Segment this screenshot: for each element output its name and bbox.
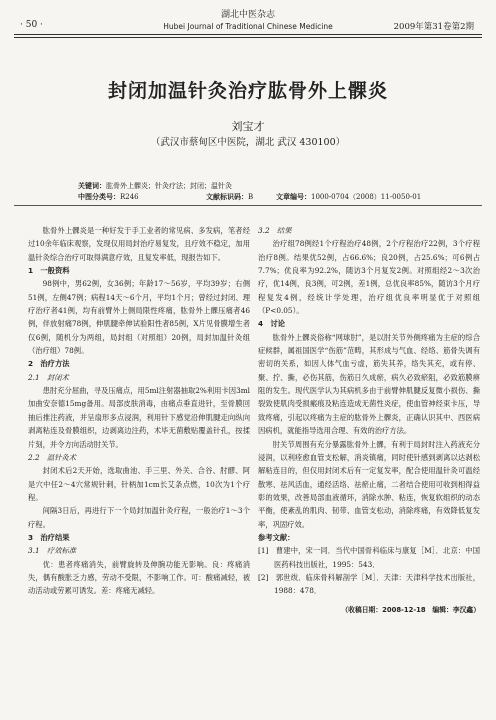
metadata-rule <box>14 205 482 206</box>
subsection-heading: 3.2 结果 <box>258 226 292 235</box>
section-heading: 参考文献： <box>258 532 295 542</box>
keywords-line <box>78 181 232 191</box>
paragraph: 患肘充分屈曲，寻及压痛点，用5ml注射器抽取2%利用卡因3ml加曲安奈德15mg备用。局部皮肤消毒，由痛点垂直进针，至骨膜回抽后推注药液，并呈扇形多点浸润，利用针下感觉沿伸肌腱走向纵向剥离粘连及骨膜组织，边剥离边注药，术毕无菌敷贴覆盖针孔，按揉片刻，并令方向活动肘关节。 <box>28 386 250 449</box>
left-column <box>28 224 250 598</box>
reference-entry: [1] 曹建中，宋一同．当代中国骨科临床与康复［M］．北京：中国医药科技出版社，1995：543． <box>258 546 480 569</box>
paragraph: 肘关节周围有充分暴露肱骨外上髁，有利于局封时注入药液充分浸润，以利痊愈血管支松解，消炎镇痛，同时使针感到剥离以达剥松解粘连目的，但仅用封闭术后有一定复发率，配合使用温针灸可温经散寒、祛风活血，通经活络、祛瘀止痛，二者结合使用可收到相得益彰的效果，改善局部血液循环，消除水肿、粘连，恢复软组织的动态平衡，使紊乱的肌肉、韧带、血管支松动，消除疼痛，有效降低复发率，巩固疗效。 <box>258 439 480 529</box>
clc-label: 中图分类号： <box>78 193 120 201</box>
clc-value: R246 <box>120 193 139 201</box>
section-heading: 4 讨论 <box>258 319 285 329</box>
paragraph: 98例中，男62例，女36例；年龄17～56岁，平均39岁；右侧51例，左侧47例；病程14天～6个月，平均1个月；曾经过封闭、理疗治疗者41例，均有前臂外上侧局限性疼痛，肱骨外上髁压痛者46例，伴放射痛78例，伸肌腱牵伸试验阳性者85例，X片见骨膜增生者仅6例，随机分为两组，局封组（对照组）20例，局封加温针灸组（治疗组）78例。 <box>28 279 250 356</box>
article-title: 封闭加温针灸治疗肱骨外上髁炎 <box>107 80 388 102</box>
paragraph: 肱骨外上髁炎是一种好发于手工业者的常见病、多发病，笔者经过10余年临床观察，发现仅用局封治疗易复发，且疗效不稳定，加用温针灸综合治疗可取得满意疗效，且复发率低，现报告如下。 <box>28 226 250 262</box>
page-number: · 50 · <box>20 20 43 30</box>
subsection-heading: 2.2 温针灸术 <box>28 452 77 462</box>
article-number-label: 文章编号： <box>276 193 311 201</box>
subsection-heading: 3.1 疗效标准 <box>28 546 77 556</box>
journal-title-en: Hubei Journal of Traditional Chinese Medicine <box>163 22 333 31</box>
paragraph: 间隔3日后，再进行下一个局封加温针灸疗程，一般治疗1～3个疗程。 <box>28 506 250 529</box>
keywords-text: 肱骨外上髁炎；针灸疗法；封闭；温针灸 <box>106 182 232 190</box>
document-code <box>206 192 253 202</box>
issue-info: 2009年第31卷第2期 <box>393 22 474 32</box>
subsection-heading: 2.1 封闭术 <box>28 372 69 382</box>
header-rule <box>14 34 482 35</box>
section-heading: 1 一般资料 <box>28 266 70 276</box>
section-heading: 3 治疗结果 <box>28 532 70 542</box>
paragraph: 封闭术后2天开始，选取曲池、手三里、外关、合谷、肘髎、阿是穴中任2～4穴常规针刺，针柄加1cm长艾条点燃，10次为1个疗程。 <box>28 466 250 502</box>
section-heading: 2 治疗方法 <box>28 359 70 369</box>
header-rule-thin <box>14 37 482 38</box>
received-date-note: （收稿日期：2008-12-18 编辑：李汉鑫） <box>341 605 480 614</box>
paragraph: 肱骨外上髁炎俗称“网球肘”，是以肘关节外侧疼痛为主症的综合症候群，属祖国医学“伤筋”范畴，其形成与气血、经络、筋骨失调有密切的关系，如因人体气血亏虚，筋失其养，络失其充，或有停、聚、拧、撕，必伤其筋，伤筋日久成瘀，病久必致瘀阻，必致筋膜痹阻的发生。现代医学认为其病机多由于前臂伸肌腱反复微小损伤、撕裂致使肌肉受损瘢痕及粘连造成无菌性炎症，使血管神经束卡压，导致疼痛，引起以疼痛为主症的肱骨外上髁炎，正确认识其中、西医病因病机，就能指导选用合理、有效的治疗方法。 <box>258 332 480 436</box>
author-affiliation: （武汉市蔡甸区中医院，湖北 武汉 430100） <box>150 137 346 148</box>
document-code-label: 文献标识码： <box>206 193 248 201</box>
article-author: 刘宝才 <box>231 120 265 133</box>
keywords-label: 关键词： <box>78 182 106 190</box>
reference-entry: [2] 郭世绂．临床骨科解剖学［M］．天津：天津科学技术出版社，1988：478． <box>258 572 480 596</box>
clc-number <box>78 192 139 202</box>
right-column <box>258 224 480 617</box>
article-number-value: 1000-0704（2008）11-0050-01 <box>311 193 422 201</box>
paragraph: 治疗组78例经1个疗程治疗48例，2个疗程治疗22例，3个疗程治疗8例。结果优52例，占66.6%；良20例，占25.6%；可6例占7.7%；优良率为92.2%，随访3个月复发2例。对照组经2～3次治疗，优14例，良3例，可2例，差1例，总优良率85%，随访3个月疗程复发4例，经统计学处理，治疗组优良率明显优于对照组（P<0.05）。 <box>258 239 480 316</box>
document-code-value: B <box>248 193 254 201</box>
paragraph: 优：患者疼痛消失，前臂旋转及伸腕功能无影响。良：疼痛消失，偶有酸胀乏力感，劳动不受限，不影响工作。可：酸痛减轻，被动活动或劳累可诱发。差：疼痛无减轻。 <box>28 559 250 596</box>
journal-title-cn: 湖北中医杂志 <box>220 10 275 20</box>
article-number <box>276 192 421 202</box>
